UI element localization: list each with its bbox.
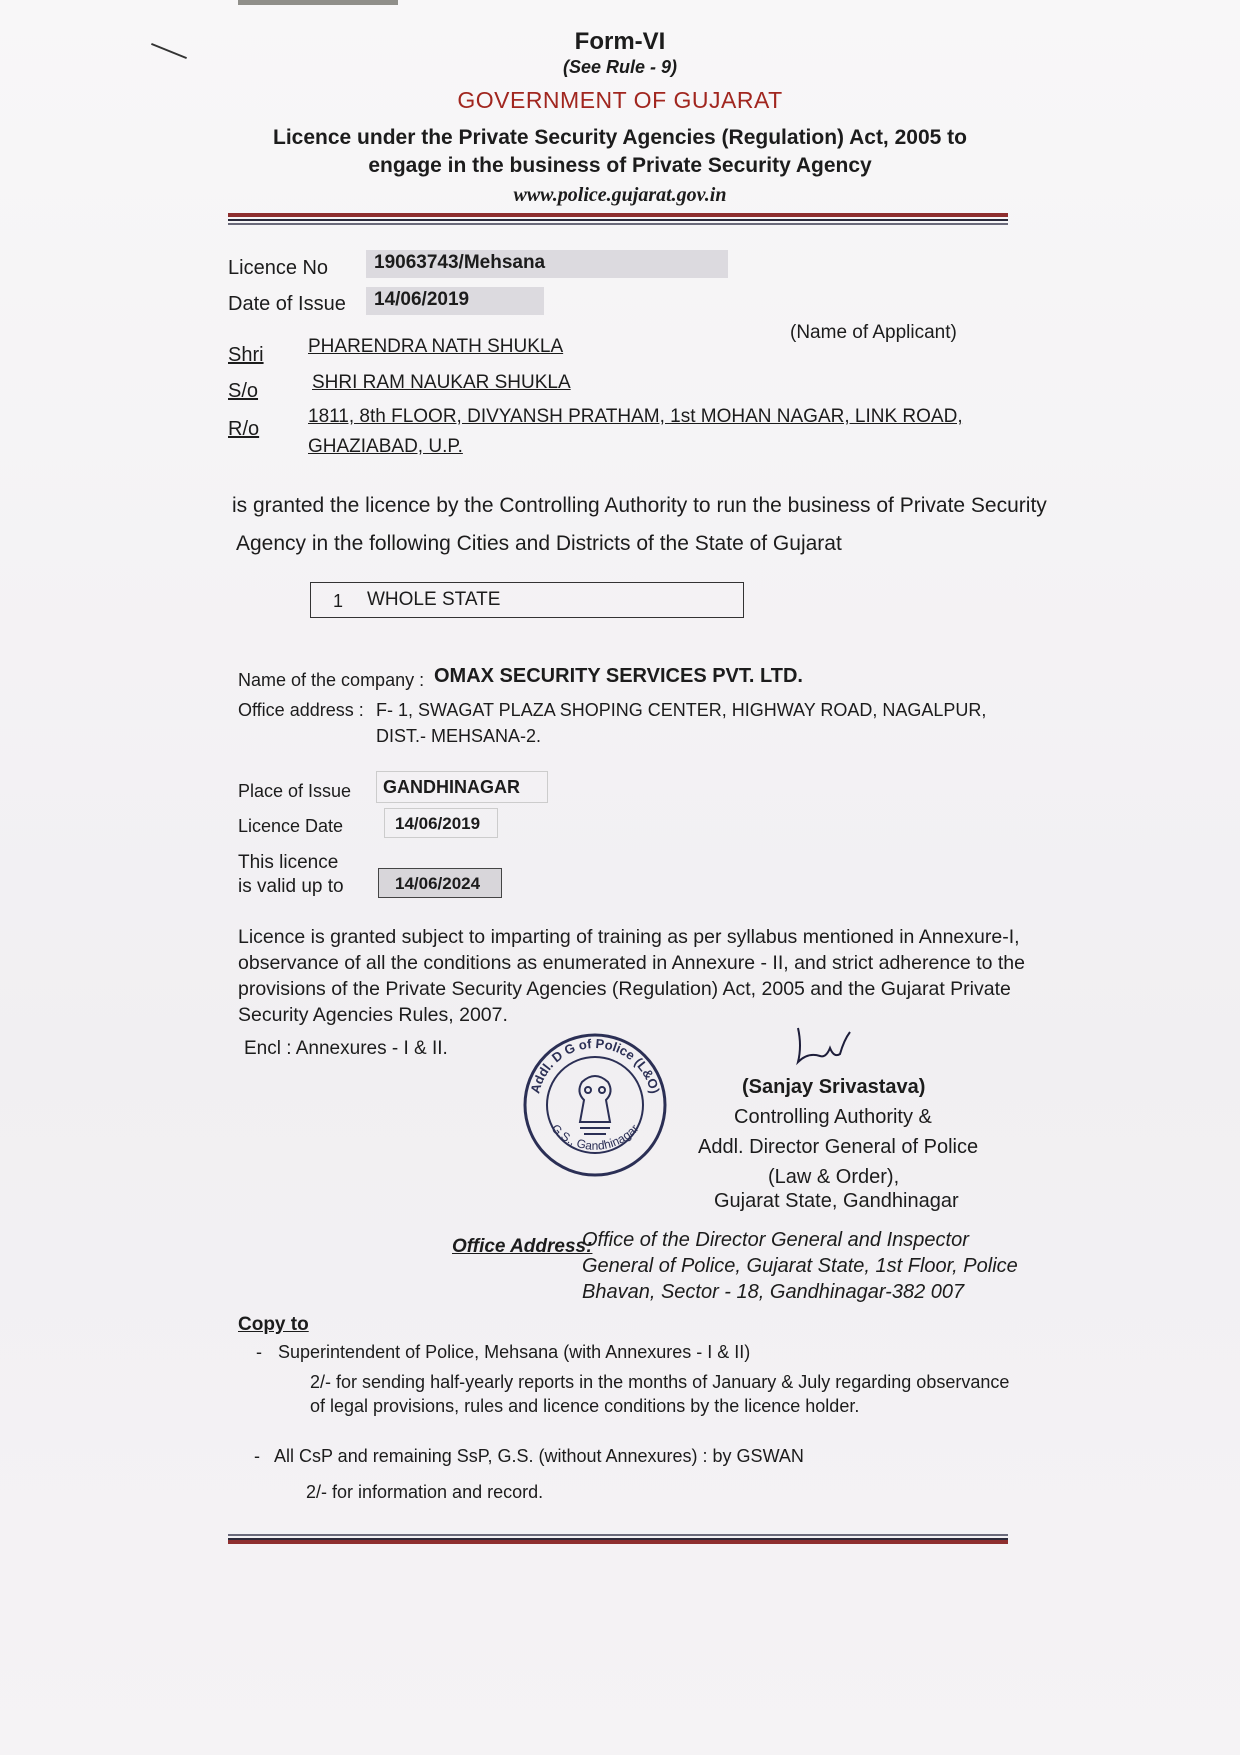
copy-to-heading: Copy to xyxy=(238,1314,309,1335)
licence-no: 19063743/Mehsana xyxy=(374,252,546,273)
footer-rule xyxy=(228,1532,1008,1544)
licence-date: 14/06/2019 xyxy=(395,814,481,833)
company-name: OMAX SECURITY SERVICES PVT. LTD. xyxy=(434,665,803,687)
copy-to-item-2: All CsP and remaining SsP, G.S. (without Annexures) : by GSWAN xyxy=(274,1446,804,1466)
signatory-line-4: Gujarat State, Gandhinagar xyxy=(714,1190,959,1212)
grant-text-line-1: is granted the licence by the Controlling Authority to run the business of Private Security xyxy=(232,494,1047,517)
area-no: 1 xyxy=(333,591,344,611)
copy-to-item-1: Superintendent of Police, Mehsana (with Annexures - I & II) xyxy=(278,1342,751,1362)
copy-to-item-2-note: 2/- for information and record. xyxy=(306,1482,544,1502)
licence-date-label: Licence Date xyxy=(238,816,344,836)
svg-text:G.S., Gandhinagar xyxy=(549,1121,642,1152)
valid-upto: 14/06/2024 xyxy=(395,874,481,893)
bullet-2: - xyxy=(254,1446,260,1466)
valid-upto-label-2: is valid up to xyxy=(238,876,344,897)
signatory-name: (Sanjay Srivastava) xyxy=(742,1076,926,1098)
enclosures: Encl : Annexures - I & II. xyxy=(244,1038,448,1059)
company-name-label: Name of the company : xyxy=(238,670,425,690)
conditions-text: Licence is granted subject to imparting of training as per syllabus mentioned in Annexure-I, observance of all the conditions as enumerated in Annexure - II, and strict adherence to the provisions of the Private Security Agencies (Regulation) Act, 2005 and the Gujarat Private Security Agencies Rules, 2007. xyxy=(238,926,1025,1026)
applicant-name-note: (Name of Applicant) xyxy=(790,322,957,343)
applicant-name: PHARENDRA NATH SHUKLA xyxy=(308,336,564,357)
office-address-heading: Office Address: xyxy=(452,1236,593,1257)
licence-title-line-2: engage in the business of Private Security Agency xyxy=(368,154,872,177)
grant-text-line-2: Agency in the following Cities and Districts of the State of Gujarat xyxy=(236,532,842,555)
ro-label: R/o xyxy=(228,418,260,440)
valid-upto-value xyxy=(378,868,502,898)
licence-no-value xyxy=(366,250,728,278)
seal-text-top: Addl. D G of Police (L&O) xyxy=(527,1035,663,1095)
signature-mark xyxy=(790,1020,870,1070)
so-label: S/o xyxy=(228,380,259,402)
signatory-line-3: (Law & Order), xyxy=(768,1166,900,1188)
shri-label: Shri xyxy=(228,344,264,366)
address-line-1: 1811, 8th FLOOR, DIVYANSH PRATHAM, 1st MOHAN NAGAR, LINK ROAD, xyxy=(308,406,963,427)
place-of-issue-label: Place of Issue xyxy=(238,781,352,801)
licence-date-value xyxy=(384,808,498,838)
official-seal xyxy=(520,1030,670,1180)
place-of-issue: GANDHINAGAR xyxy=(383,777,520,797)
office-address-label: Office address : xyxy=(238,700,364,720)
place-of-issue-value xyxy=(376,771,548,803)
form-title: Form-VI xyxy=(574,28,666,55)
date-of-issue-value xyxy=(366,287,544,315)
hq-address-line-2: General of Police, Gujarat State, 1st Floor, Police xyxy=(582,1255,1018,1277)
hq-address-line-1: Office of the Director General and Inspector xyxy=(582,1229,969,1251)
area-name: WHOLE STATE xyxy=(367,589,501,610)
website: www.police.gujarat.gov.in xyxy=(513,184,727,206)
father-name: SHRI RAM NAUKAR SHUKLA xyxy=(312,372,571,393)
see-rule: (See Rule - 9) xyxy=(562,57,678,77)
address-line-2: GHAZIABAD, U.P. xyxy=(308,436,463,457)
area-box xyxy=(310,582,744,618)
seal-text-bottom: G.S., Gandhinagar xyxy=(548,1121,642,1153)
licence-no-label: Licence No xyxy=(228,257,329,279)
hq-address-line-3: Bhavan, Sector - 18, Gandhinagar-382 007 xyxy=(582,1281,965,1303)
signatory-line-1: Controlling Authority & xyxy=(734,1106,932,1128)
valid-upto-label-1: This licence xyxy=(238,852,339,873)
svg-text:Addl. D G of Police (L&O) xyxy=(527,1036,662,1095)
emblem-icon xyxy=(579,1076,610,1134)
header-rule xyxy=(228,213,1008,225)
copy-to-item-1-note-2: of legal provisions, rules and licence conditions by the licence holder. xyxy=(310,1396,860,1416)
office-address-line-1: F- 1, SWAGAT PLAZA SHOPING CENTER, HIGHWAY ROAD, NAGALPUR, xyxy=(376,700,987,720)
copy-to-item-1-note-1: 2/- for sending half-yearly reports in the months of January & July regarding observance xyxy=(310,1372,1010,1392)
date-of-issue-label: Date of Issue xyxy=(228,293,346,315)
date-of-issue: 14/06/2019 xyxy=(374,289,470,310)
signatory-line-2: Addl. Director General of Police xyxy=(698,1136,979,1158)
bullet-1: - xyxy=(256,1342,262,1362)
government-title: GOVERNMENT OF GUJARAT xyxy=(457,87,783,113)
licence-title-line-1: Licence under the Private Security Agencies (Regulation) Act, 2005 to xyxy=(273,126,967,149)
office-address-line-2: DIST.- MEHSANA-2. xyxy=(376,726,542,746)
scan-mark xyxy=(238,0,398,5)
